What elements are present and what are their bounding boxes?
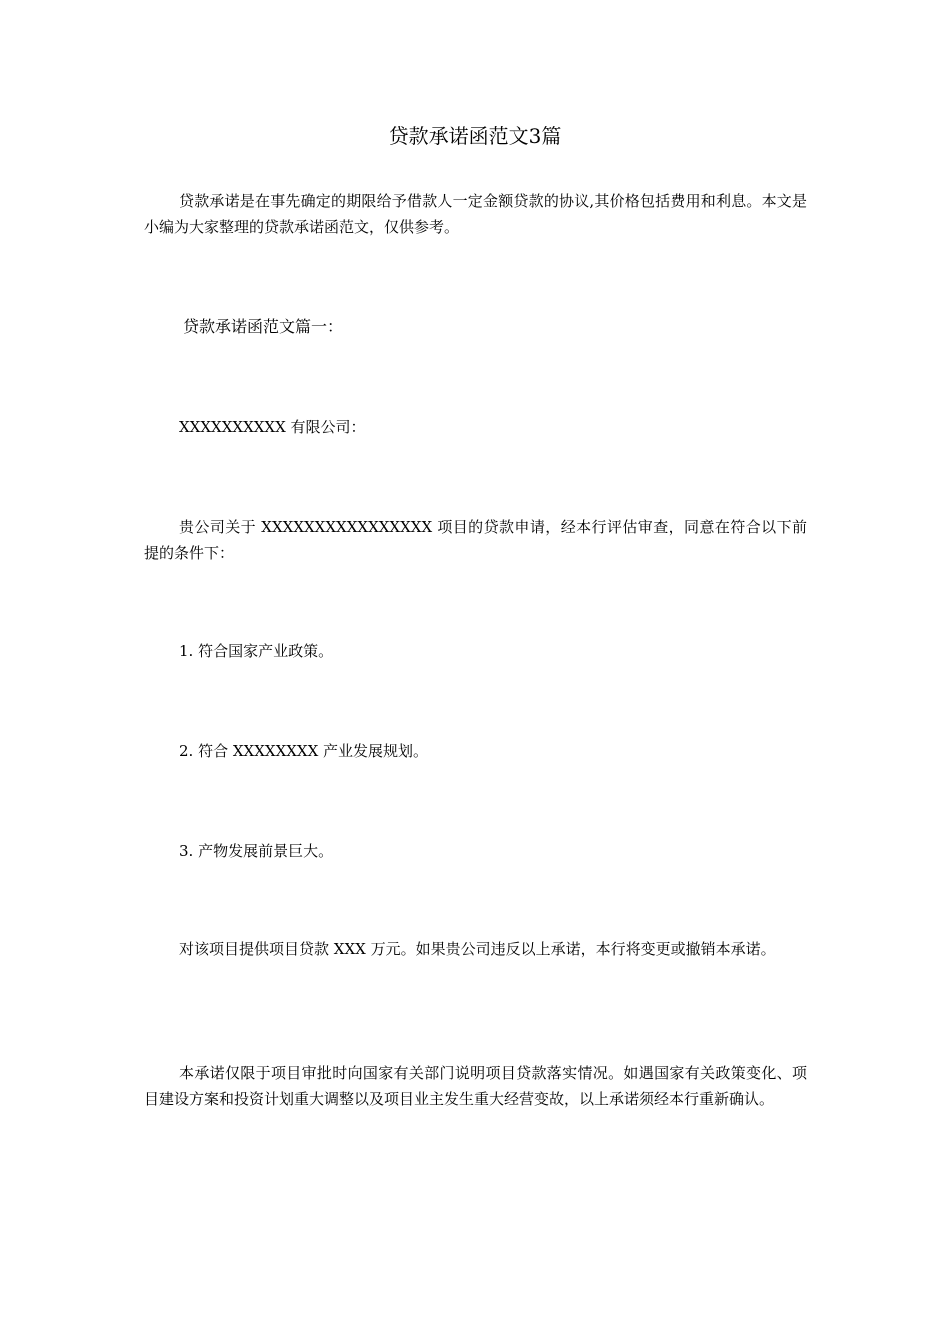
body-paragraph-2: 对该项目提供项目贷款 XXX 万元。如果贵公司违反以上承诺，本行将变更或撤销本承诺。 <box>179 940 776 958</box>
addressee-line: XXXXXXXXXX 有限公司： <box>179 418 366 436</box>
intro-paragraph: 贷款承诺是在事先确定的期限给予借款人一定金额贷款的协议,其价格包括费用和利息。本文是小编为大家整理的贷款承诺函范文，仅供参考。 <box>144 192 807 236</box>
condition-item-3: 3. 产物发展前景巨大。 <box>179 842 334 860</box>
body-paragraph-1: 贵公司关于 XXXXXXXXXXXXXXXX 项目的贷款申请，经本行评估审查，同意在符合以下前提的条件下： <box>144 518 807 562</box>
section-heading: 贷款承诺函范文篇一： <box>183 317 344 336</box>
condition-item-1: 1. 符合国家产业政策。 <box>179 642 334 660</box>
body-paragraph-3: 本承诺仅限于项目审批时向国家有关部门说明项目贷款落实情况。如遇国家有关政策变化、项目建设方案和投资计划重大调整以及项目业主发生重大经营变故，以上承诺须经本行重新确认。 <box>144 1064 807 1108</box>
condition-item-2: 2. 符合 XXXXXXXX 产业发展规划。 <box>179 742 429 760</box>
document-title: 贷款承诺函范文3篇 <box>388 124 562 148</box>
